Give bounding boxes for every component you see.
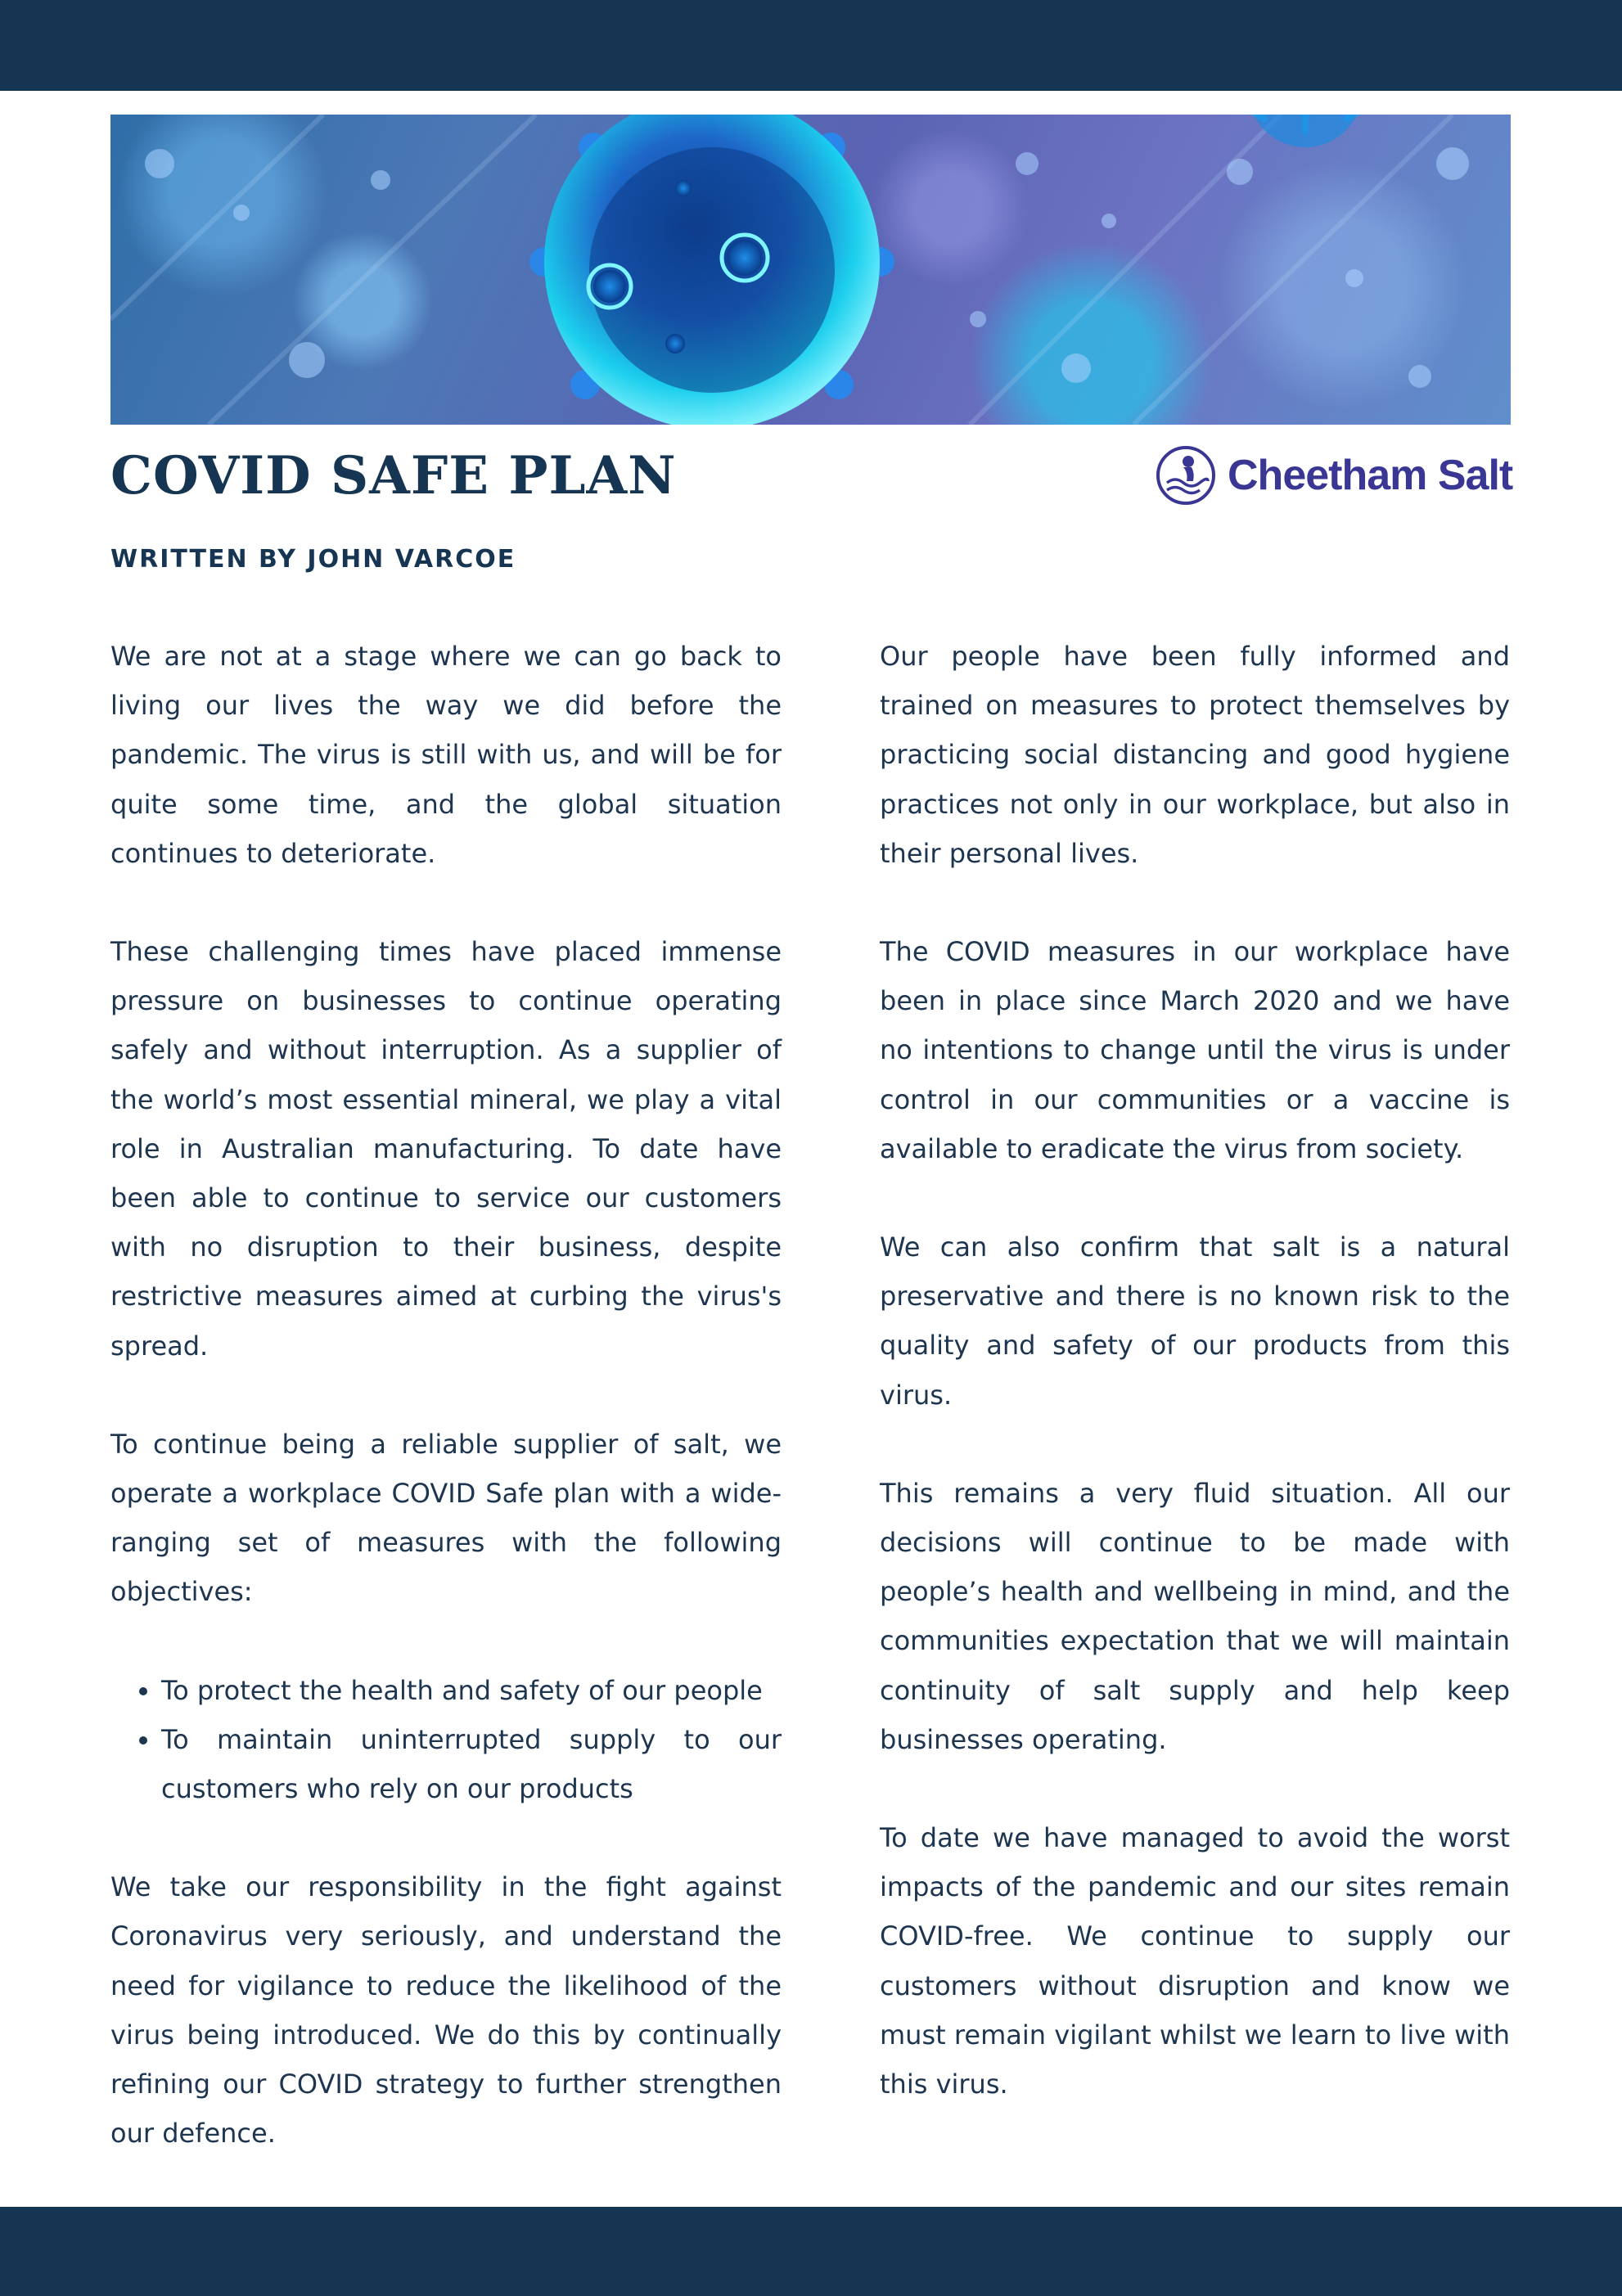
- paragraph: To date we have managed to avoid the worst impacts of the pandemic and our sites remain COVID-free. We continue to supply our customers without disruption and know we must remain vigilant whilst we learn to live with this virus.: [880, 1822, 1510, 2100]
- objectives-list: [110, 1666, 782, 1814]
- paragraph: This remains a very fluid situation. All our decisions will continue to be made with people’s health and wellbeing in mind, and the communities expectation that we will maintain continuity of salt supply and help keep businesses operating.: [880, 1477, 1510, 1755]
- bottom-band: [0, 2207, 1622, 2296]
- list-item: • To protect the health and safety of our people: [161, 1666, 782, 1715]
- paragraph: Our people have been fully informed and trained on measures to protect themselves by practicing social distancing and good hygiene practices not only in our workplace, but also in their personal lives.: [880, 641, 1510, 869]
- paragraph: These challenging times have placed immense pressure on businesses to continue operating safely and without interruption. As a supplier of the world’s most essential mineral, we play a vital role in Australian manufacturing. To date have been able to continue to service our customers with no disruption to their business, despite restrictive measures aimed at curbing the virus's spread.: [110, 936, 782, 1362]
- logo-wordmark: Cheetham Salt: [1228, 452, 1513, 499]
- author-byline: WRITTEN BY JOHN VARCOE: [110, 545, 516, 574]
- left-column: [110, 632, 782, 2207]
- virus-illustration-icon: [110, 115, 1511, 425]
- paragraph: We take our responsibility in the fight against Coronavirus very seriously, and understand the need for vigilance to reduce the likelihood of the virus being introduced. We do this by continually refining our COVID strategy to further strengthen our defence.: [110, 1871, 782, 2150]
- paragraph: To continue being a reliable supplier of salt, we operate a workplace COVID Safe plan with a wide-ranging set of measures with the following objectives:: [110, 1428, 782, 1608]
- paragraph: We can also confirm that salt is a natural preservative and there is no known risk to the quality and safety of our products from this virus.: [880, 1231, 1510, 1411]
- cheetham-salt-emblem-icon: [1156, 445, 1216, 506]
- company-logo: [1156, 443, 1512, 507]
- paragraph: The COVID measures in our workplace have been in place since March 2020 and we have no intentions to change until the virus is under control in our communities or a vaccine is available to eradicate the virus from society.: [880, 936, 1510, 1164]
- paragraph: We are not at a stage where we can go back to living our lives the way we did before the pandemic. The virus is still with us, and will be for quite some time, and the global situation continues to deteriorate.: [110, 641, 782, 869]
- right-column: [880, 632, 1510, 2158]
- page-title: COVID SAFE PLAN: [110, 445, 677, 506]
- list-item: • To maintain uninterrupted supply to our customers who rely on our products: [161, 1715, 782, 1813]
- top-band: [0, 0, 1622, 91]
- hero-image: [110, 115, 1511, 425]
